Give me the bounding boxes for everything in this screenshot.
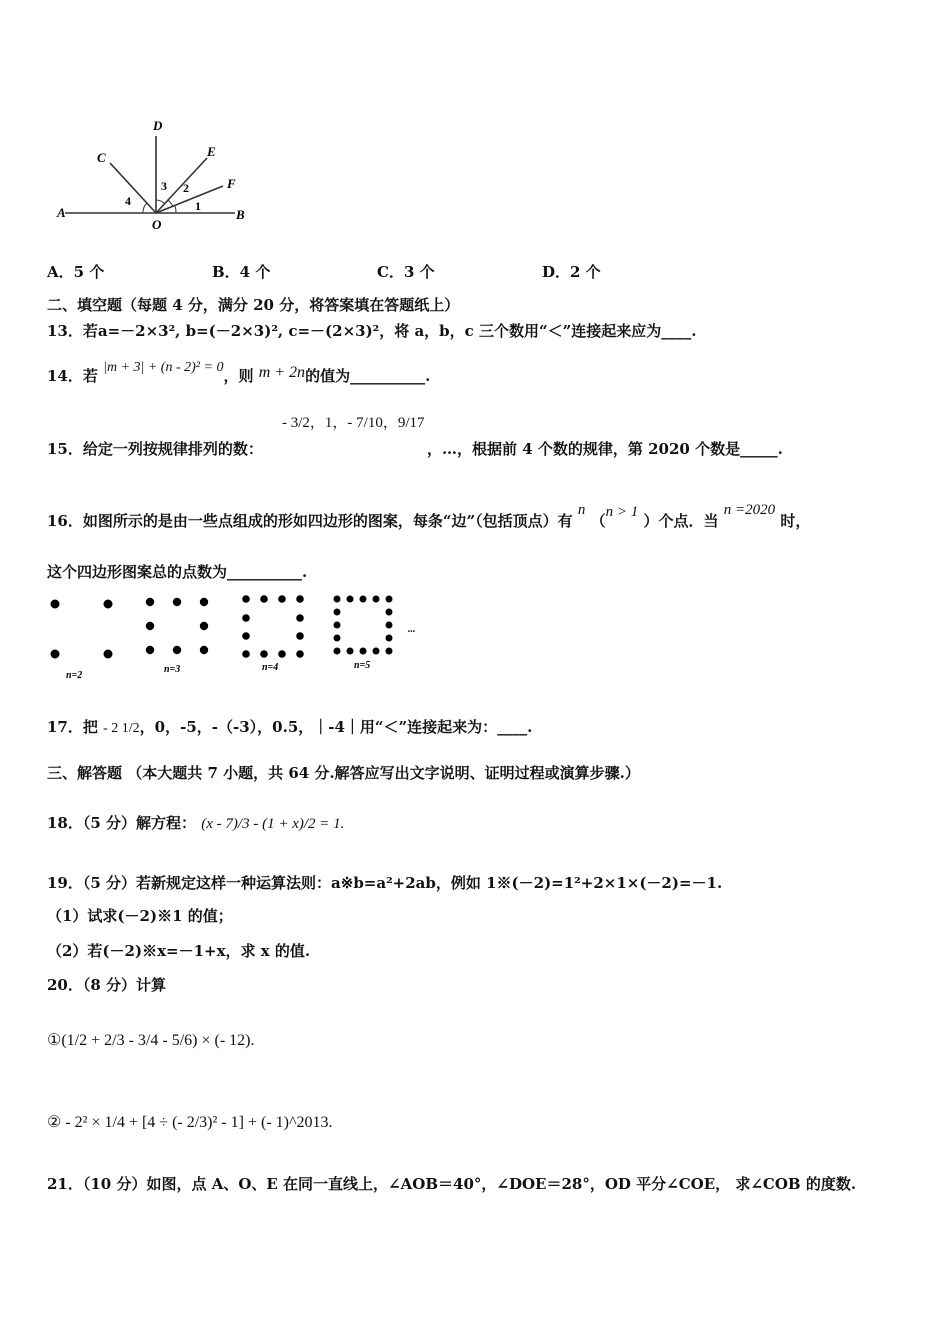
option-d: D．2 个 xyxy=(542,263,601,281)
label-D: D xyxy=(153,118,163,133)
angle-label-1: 1 xyxy=(195,199,201,213)
q13-text: a=－2×3², b=(－2×3)², c=－(2×3)²，将 a，b，c 三个数用“＜”连接起来应为____. xyxy=(97,322,697,340)
section-3-heading: 三、解答题 （本大题共 7 小题，共 64 分.解答应写出文字说明、证明过程或演算步骤.） xyxy=(47,764,640,782)
label-n4: n=4 xyxy=(262,662,279,673)
q16-when: n =2020 xyxy=(723,502,776,518)
pattern-n4 xyxy=(242,595,304,658)
q20-expression-2: ② - 2² × 1/4 + [4 ÷ (- 2/3)² - 1] + (- 1)^2013. xyxy=(47,1114,333,1131)
q13-number: 13．若 xyxy=(47,322,98,340)
arc-3 xyxy=(156,200,165,204)
angle-figure xyxy=(55,118,265,233)
q16-line-2: 这个四边形图案总的点数为__________. xyxy=(47,563,308,581)
question-18 xyxy=(47,812,344,833)
label-n5: n=5 xyxy=(354,660,371,671)
pattern-n5 xyxy=(334,596,393,655)
q16-text-a: 16．如图所示的是由一些点组成的形如四边形的图案，每条“边”（包括顶点）有 xyxy=(47,512,573,530)
q19-sub-1: （1）试求(－2)※1 的值； xyxy=(47,907,233,925)
q16-n: n xyxy=(577,502,586,518)
dot-pattern-figure xyxy=(40,590,430,682)
question-14 xyxy=(47,360,431,386)
q20-expression-1: ①(1/2 + 2/3 - 3/4 - 5/6) × (- 12). xyxy=(47,1032,255,1049)
label-E: E xyxy=(207,144,216,159)
pattern-n2 xyxy=(51,600,113,659)
q17-number: 17．把 xyxy=(47,718,98,736)
pattern-n3 xyxy=(146,598,208,654)
option-b: B．4 个 xyxy=(212,263,271,281)
arc-4 xyxy=(143,203,147,213)
arc-1 xyxy=(175,206,176,213)
question-21: 21．（10 分）如图，点 A、O、E 在同一直线上，∠AOB＝40°，∠DOE＝28°，OD 平分∠COE， 求∠COB 的度数. xyxy=(47,1175,857,1193)
option-a: A．5 个 xyxy=(47,263,105,281)
q15-tail: ，…，根据前 4 个数的规律，第 2020 个数是_____. xyxy=(427,440,783,458)
q14-tail: 的值为__________. xyxy=(305,367,431,385)
q16-text-b: ）个点．当 xyxy=(643,512,719,530)
q18-number: 18．（5 分）解方程： xyxy=(47,814,197,832)
angle-label-4: 4 xyxy=(125,194,131,208)
option-c: C．3 个 xyxy=(377,263,435,281)
q15-sequence: - 3/2，1，- 7/10，9/17 xyxy=(282,415,425,431)
label-B: B xyxy=(236,207,245,222)
q16-text-c: 时， xyxy=(780,512,811,530)
label-F: F xyxy=(227,176,236,191)
question-16: 16．如图所示的是由一些点组成的形如四边形的图案，每条“边”（包括顶点）有 n （n > 1 ）个点．当 n =2020 时， xyxy=(47,502,811,530)
angle-label-3: 3 xyxy=(161,179,167,193)
q18-equation: (x - 7)/3 - (1 + x)/2 = 1. xyxy=(201,816,345,832)
label-ellipsis: ... xyxy=(408,624,416,635)
label-n3: n=3 xyxy=(164,664,181,675)
label-C: C xyxy=(97,150,106,165)
q16-condition: n > 1 xyxy=(605,504,639,520)
q15-number: 15．给定一列按规律排列的数： xyxy=(47,440,263,458)
q14-mid: ，则 xyxy=(223,367,254,385)
q17-text: ，0，-5，-（-3），0.5，｜-4｜用“＜”连接起来为：____. xyxy=(139,718,533,736)
q19-line-1: 19．（5 分）若新规定这样一种运算法则：a※b=a²+2ab，例如 1※(－2)=1²+2×1×(－2)=－1. xyxy=(47,874,723,892)
question-15 xyxy=(47,412,783,462)
label-A: A xyxy=(57,205,66,220)
q14-expression: m + 2n xyxy=(258,364,306,381)
q20-title: 20．（8 分）计算 xyxy=(47,976,167,994)
question-13 xyxy=(47,320,697,341)
label-O: O xyxy=(152,217,162,232)
q14-number: 14．若 xyxy=(47,367,98,385)
question-17 xyxy=(47,716,532,737)
ray-OC xyxy=(110,163,156,213)
angle-label-2: 2 xyxy=(183,181,189,195)
q14-condition: |m + 3| + (n - 2)² = 0 xyxy=(103,360,224,375)
label-n2: n=2 xyxy=(66,670,83,681)
section-2-heading: 二、填空题（每题 4 分，满分 20 分，将答案填在答题纸上） xyxy=(47,296,460,314)
arc-2 xyxy=(168,200,173,207)
q19-sub-2: （2）若(－2)※x=－1+x，求 x 的值. xyxy=(47,942,311,960)
q17-mixed-number: - 2 1/2 xyxy=(103,721,140,736)
